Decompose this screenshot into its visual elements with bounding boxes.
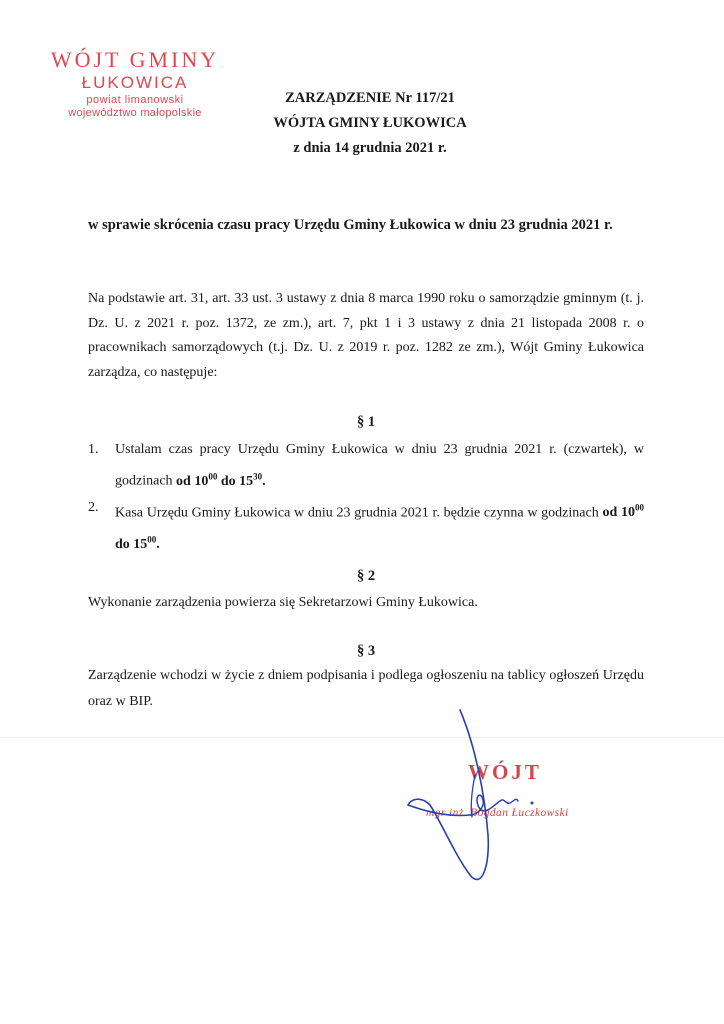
- hours-to: do 15: [220, 473, 254, 489]
- section-3-text: Zarządzenie wchodzi w życie z dniem podpisania i podlega ogłoszeniu na tablicy ogłoszeń Urzędu oraz w BIP.: [88, 668, 644, 709]
- scan-divider: [0, 737, 724, 738]
- hours-to-minutes: 00: [147, 534, 157, 545]
- signature-stamp-name: mgr inż. Bogdan Łuczkowski: [426, 807, 569, 819]
- hours-to: do 15: [115, 536, 148, 552]
- hours-from: od 10: [176, 473, 209, 489]
- handwritten-signature: [400, 705, 560, 905]
- stamp-line-office: WÓJT GMINY: [50, 47, 220, 72]
- hours-to-minutes: 30: [253, 471, 263, 481]
- list-item-text: Ustalam czas pracy Urzędu Gminy Łukowica w dniu 23 grudnia 2021 r. (czwartek), w godzinach: [115, 442, 644, 489]
- signature-stamp-title: WÓJT: [468, 760, 542, 784]
- office-stamp: [30, 48, 240, 120]
- item-end: .: [262, 473, 266, 489]
- hours-from: od 10: [602, 505, 635, 521]
- item-end: .: [156, 536, 160, 552]
- section-3-title: § 3: [356, 643, 376, 659]
- ordinance-date: z dnia 14 grudnia 2021 r.: [293, 140, 447, 156]
- section-1-title: § 1: [356, 414, 376, 430]
- list-item: [88, 437, 644, 495]
- stamp-line-voivodeship: województwo małopolskie: [68, 107, 202, 119]
- section-2-text: Wykonanie zarządzenia powierza się Sekretarzowi Gminy Łukowica.: [88, 595, 478, 610]
- section-1-list: [88, 437, 644, 558]
- hours-from-minutes: 00: [208, 471, 218, 481]
- legal-basis-paragraph: Na podstawie art. 31, art. 33 ust. 3 ustawy z dnia 8 marca 1990 roku o samorządzie gminnym (t. j. Dz. U. z 2021 r. poz. 1372, ze zm.), art. 7, pkt 1 i 3 ustawy z dnia 21 listopada 2008 r. o pracownikach samorządowych (t.j. Dz. U. z 2019 r. poz. 1282 ze zm.), Wójt Gminy Łukowica zarządza, co następuje:: [88, 291, 644, 380]
- list-item-number: 2.: [88, 499, 99, 515]
- ordinance-issuer: WÓJTA GMINY ŁUKOWICA: [273, 115, 467, 131]
- stamp-line-county: powiat limanowski: [86, 94, 184, 106]
- ordinance-subject: w sprawie skrócenia czasu pracy Urzędu Gminy Łukowica w dniu 23 grudnia 2021 r.: [88, 217, 613, 233]
- stamp-line-commune: ŁUKOWICA: [81, 73, 189, 92]
- list-item-text: Kasa Urzędu Gminy Łukowica w dniu 23 grudnia 2021 r. będzie czynna w godzinach: [115, 505, 599, 521]
- hours-range: [176, 471, 266, 489]
- list-item-number: 1.: [88, 442, 99, 457]
- list-item: [88, 495, 644, 558]
- section-2-title: § 2: [356, 568, 376, 584]
- ordinance-number: ZARZĄDZENIE Nr 117/21: [285, 90, 455, 106]
- document-header: [220, 86, 520, 161]
- hours-from-minutes: 00: [635, 502, 644, 513]
